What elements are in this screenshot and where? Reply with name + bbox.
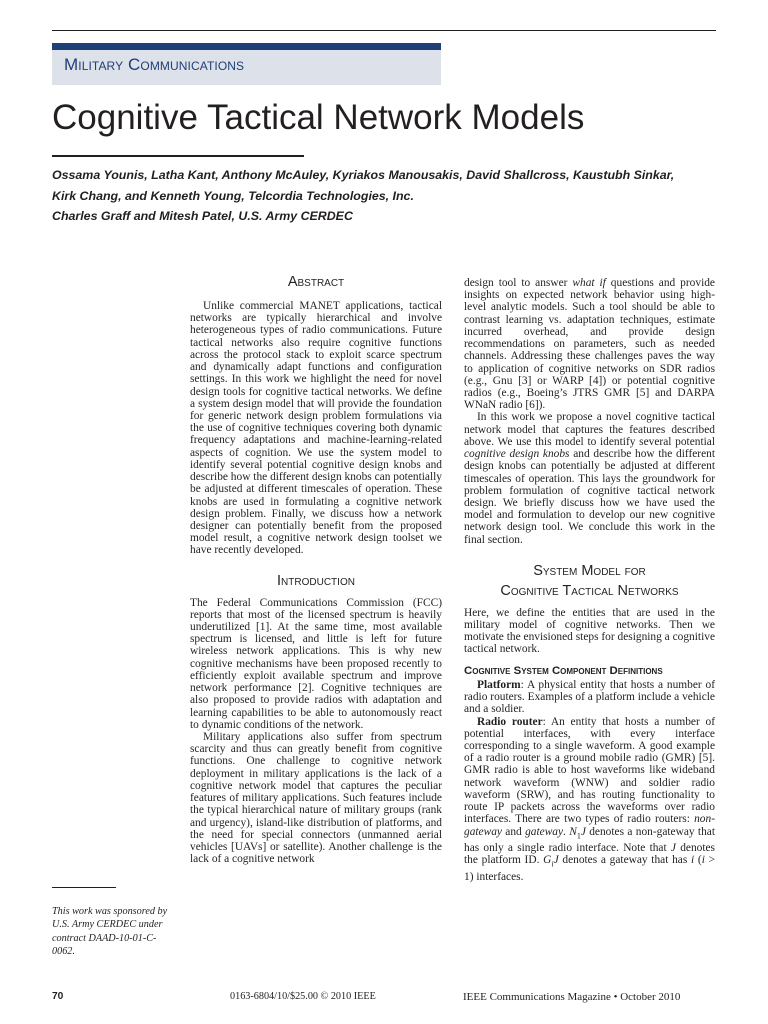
section-label: Military Communications bbox=[64, 55, 245, 74]
author-line: Kirk Chang, and Kenneth Young, Telcordia Technologies, Inc. bbox=[52, 188, 414, 203]
introduction-heading: Introduction bbox=[277, 572, 355, 589]
section-banner bbox=[52, 43, 441, 85]
author-list bbox=[52, 165, 732, 227]
component-definitions-heading: Cognitive System Component Definitions bbox=[464, 664, 663, 677]
sponsor-note: This work was sponsored by U.S. Army CERDEC under contract DAAD-10-01-C-0062. bbox=[52, 906, 168, 958]
section-banner-bar bbox=[52, 43, 441, 50]
title-rule bbox=[52, 155, 304, 157]
sidenote-rule bbox=[52, 887, 116, 888]
author-line: Charles Graff and Mitesh Patel, U.S. Army CERDEC bbox=[52, 209, 353, 223]
abstract-text: Unlike commercial MANET applications, tactical networks are typically hierarchical and involve heterogeneous types of radio communications. Future tactical networks also require cognitive functions across the protocol stack to exploit scarce spectrum and dynamically adapt functions and configuration settings. In this work we highlight the need for novel design tools for cognitive tactical networks. We define a system design model that will provide the foundation for generic network design problem formulations via the use of cognitive techniques covering both dynamic frequency adaptations and machine-learning-related aspects of cognition. We use the system model to identify several potential cognitive design knobs and describe how the different design knobs can potentially be adjusted at different timescales of operation. These knobs are used in formulating a cognitive network design problem. Finally, we discuss how a network designer can potentially benefit from the proposed model result, a cognitive network design toolset we have recently developed. bbox=[190, 300, 442, 557]
introduction-paragraph: Military applications also suffer from spectrum scarcity and thus can greatly benefit from cognitive functions. One challenge to cognitive network deployment in military applications is the lack of a cognitive network model that captures the peculiar features of military applications. Such features include the typical hierarchical nature of military groups (rank and urgency), island-like distribution of platforms, and the need for special connectors (unmanned aerial vehicles [UAVs] or satellite). Another challenge is the lack of a cognitive network bbox=[190, 731, 442, 866]
journal-issue: IEEE Communications Magazine • October 2010 bbox=[463, 991, 681, 1003]
left-column bbox=[190, 272, 442, 865]
abstract-heading: Abstract bbox=[287, 274, 345, 290]
body-paragraph: design tool to answer what if questions and provide insights on expected network behavior using high-level analytic models. Such a tool should be able to contrast learning vs. adaptation techniques, estimate incurred overhead, and provide design recommendations on parameters, such as needed channels. Addressing these challenges paves the way to application of cognitive networks on SDR radios (e.g., Gnu [3] or WARP [4]) or potential cognitive radios (e.g., Boeing’s JTRS GMR [5] and DARPA WNaN radio [6]). bbox=[464, 277, 715, 412]
top-rule bbox=[52, 30, 716, 31]
body-paragraph: In this work we propose a novel cognitive tactical network model that captures the features described above. We use this model to identify several potential cognitive design knobs and describe how the different design knobs can potentially be adjusted at different timescales of operation. This lays the groundwork for problem formulation of cognitive tactical network design. We briefly discuss how we have used the model and formulation to develop our new cognitive network design tool. We conclude this work in the final section. bbox=[464, 411, 716, 546]
author-line: Ossama Younis, Latha Kant, Anthony McAuley, Kyriakos Manousakis, David Shallcross, Kaustubh Sinkar, bbox=[52, 168, 675, 182]
definition-platform: Platform: A physical entity that hosts a number of radio routers. Examples of a platform include a vehicle and a soldier. bbox=[464, 678, 715, 716]
issn-copyright: 0163-6804/10/$25.00 © 2010 IEEE bbox=[230, 991, 376, 1002]
page-number: 70 bbox=[52, 991, 64, 1002]
system-model-heading: System Model for Cognitive Tactical Networks bbox=[500, 562, 679, 599]
article-title: Cognitive Tactical Network Models bbox=[52, 98, 585, 137]
definition-radio-router: Radio router: An entity that hosts a number of potential interfaces, with every interface corresponding to a single waveform. A good example of a radio router is a ground mobile radio (GMR) [5]. GMR radio is able to host waveforms like wideband network waveform (WNW) and soldier radio waveform (SRW), and has routing functionality to route IP packets across the waveforms over radio interfaces. There are two types of radio routers: non-gateway and gateway. $N_1J$ denotes a non-gateway that has only a single radio interface. Note that J denotes the platform ID. $G_iJ$ denotes a gateway that has i (i > 1) interfaces. bbox=[464, 715, 716, 883]
introduction-paragraph: The Federal Communications Commission (FCC) reports that most of the licensed spectrum is heavily underutilized [1]. At the same time, most available spectrum is licensed, and little is left for future wireless network applications. This is why new cognitive mechanisms have been proposed recently to efficiently exploit available spectrum and improve network performance [2]. Cognitive techniques are also proposed to provide radios with adaptation and learning capabilities to be able to autonomously react to dynamic conditions of the network. bbox=[190, 596, 442, 731]
body-paragraph: Here, we define the entities that are used in the military model of cognitive networks. Then we motivate the envisioned steps for designing a cognitive tactical network. bbox=[464, 606, 715, 656]
right-column bbox=[464, 277, 715, 883]
